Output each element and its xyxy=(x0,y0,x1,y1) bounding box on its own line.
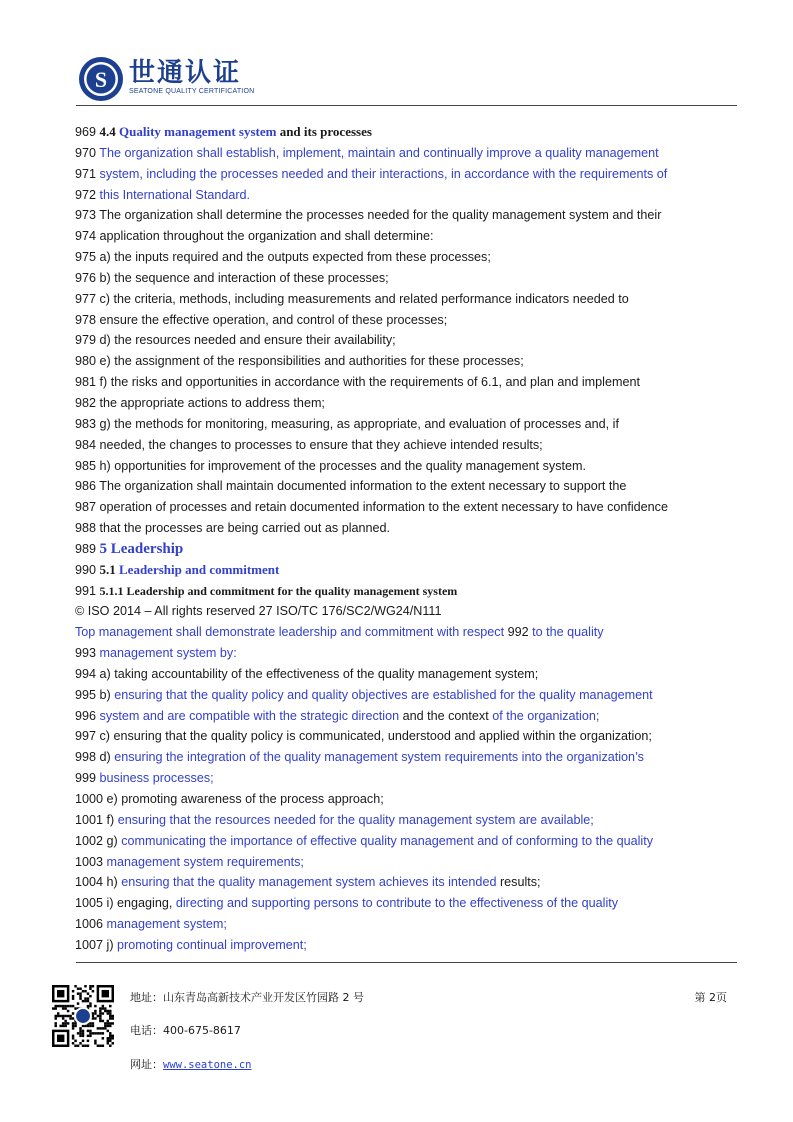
text-segment: communicating the importance of effective quality management and of conforming to the quality xyxy=(121,833,654,848)
text-segment: 1005 i) engaging, xyxy=(75,896,176,911)
text-line xyxy=(75,789,715,810)
text-line xyxy=(75,685,715,706)
text-segment: 986 The organization shall maintain documented information to the extent necessary to support the xyxy=(75,479,627,494)
text-line xyxy=(75,351,715,372)
text-segment: ensuring the integration of the quality management system requirements into the organization’s xyxy=(114,750,644,765)
text-segment: 972 xyxy=(75,187,100,202)
text-segment: Top management shall demonstrate leadership and commitment with respect xyxy=(75,625,508,640)
document-body xyxy=(75,122,715,956)
text-segment: 976 b) the sequence and interaction of these processes; xyxy=(75,270,389,285)
text-segment: 4.4 xyxy=(99,124,120,139)
text-segment: © ISO 2014 – All rights reserved 27 ISO/TC 176/SC2/WG24/N111 xyxy=(75,604,442,619)
text-line xyxy=(75,622,715,643)
text-line xyxy=(75,706,715,727)
text-segment: 977 c) the criteria, methods, including measurements and related performance indicators needed to xyxy=(75,291,629,306)
header-divider xyxy=(76,105,737,106)
footer-divider xyxy=(76,962,737,963)
text-line xyxy=(75,726,715,747)
text-segment: 993 xyxy=(75,646,100,661)
text-line xyxy=(75,539,715,560)
text-segment: 998 d) xyxy=(75,750,115,765)
text-segment: 991 xyxy=(75,583,100,598)
text-line xyxy=(75,643,715,664)
text-segment: 988 that the processes are being carried out as planned. xyxy=(75,521,391,536)
footer-address: 地址：山东青岛高新技术产业开发区竹园路 2 号 xyxy=(130,991,364,1004)
text-segment: to the quality xyxy=(532,625,604,640)
text-segment: 1004 h) xyxy=(75,875,122,890)
text-segment: 971 xyxy=(75,166,100,181)
text-line xyxy=(75,560,715,581)
text-segment: of the organization; xyxy=(492,708,600,723)
page-header xyxy=(76,54,736,104)
text-line xyxy=(75,518,715,539)
text-segment: 978 ensure the effective operation, and control of these processes; xyxy=(75,312,448,327)
text-line xyxy=(75,852,715,873)
text-line xyxy=(75,497,715,518)
text-segment: The organization shall establish, implement, maintain and continually improve a quality management xyxy=(99,145,659,160)
logo-chinese-name: 世通认证 xyxy=(129,58,242,88)
text-segment: 975 a) the inputs required and the outputs expected from these processes; xyxy=(75,250,491,265)
text-segment: this International Standard. xyxy=(99,187,251,202)
footer-website-label: 网址： xyxy=(130,1058,163,1071)
text-segment: 992 xyxy=(507,625,533,640)
text-segment: 5 Leadership xyxy=(99,540,184,557)
text-segment: Quality management system xyxy=(119,124,277,139)
text-segment: 995 b) xyxy=(75,687,115,702)
text-segment: 982 the appropriate actions to address them; xyxy=(75,395,325,410)
text-segment: 1000 e) promoting awareness of the process approach; xyxy=(75,792,384,806)
text-segment: 996 xyxy=(75,708,100,723)
text-line xyxy=(75,935,715,956)
text-segment: 981 f) the risks and opportunities in accordance with the requirements of 6.1, and plan and implement xyxy=(75,375,640,390)
text-line xyxy=(75,372,715,393)
text-line xyxy=(75,393,715,414)
text-segment: and the context xyxy=(399,708,493,723)
text-segment: 994 a) taking accountability of the effectiveness of the quality management system; xyxy=(75,666,539,681)
text-line xyxy=(75,872,715,893)
text-segment: 974 application throughout the organization and shall determine: xyxy=(75,229,434,244)
text-segment: 989 xyxy=(75,541,100,556)
text-segment: 970 xyxy=(75,145,100,160)
footer-phone: 电话：400-675-8617 xyxy=(130,1024,241,1037)
text-segment: system, including the processes needed and their interactions, in accordance with the requirements of xyxy=(99,166,668,181)
text-segment: management system; xyxy=(106,917,227,932)
text-line xyxy=(75,581,715,602)
footer-website xyxy=(130,1056,252,1072)
logo-english-name: SEATONE QUALITY CERTIFICATION xyxy=(129,88,255,95)
qr-code-icon xyxy=(52,985,114,1047)
text-line xyxy=(75,143,715,164)
text-segment: directing and supporting persons to contribute to the effectiveness of the quality xyxy=(175,896,619,911)
text-line xyxy=(75,601,715,622)
text-segment: ensuring that the quality management system achieves its intended xyxy=(121,875,497,890)
text-line xyxy=(75,414,715,435)
text-segment: Leadership and commitment xyxy=(119,561,280,577)
text-segment: and its processes xyxy=(276,124,372,139)
text-line xyxy=(75,289,715,310)
text-line xyxy=(75,768,715,789)
page-number: 第 2页 xyxy=(694,991,727,1004)
text-segment: 979 d) the resources needed and ensure their availability; xyxy=(75,333,396,348)
text-line xyxy=(75,205,715,226)
text-line xyxy=(75,664,715,685)
text-line xyxy=(75,330,715,351)
text-segment: 973 The organization shall determine the processes needed for the quality management system and their xyxy=(75,208,662,223)
text-segment: business processes; xyxy=(99,771,214,786)
text-line xyxy=(75,185,715,206)
text-segment: 997 c) ensuring that the quality policy is communicated, understood and applied within the organization; xyxy=(75,729,652,744)
seatone-logo-icon xyxy=(78,56,124,102)
text-line xyxy=(75,164,715,185)
text-segment: 999 xyxy=(75,771,100,786)
text-line xyxy=(75,831,715,852)
text-segment: ensuring that the quality policy and quality objectives are established for the quality management xyxy=(114,687,653,702)
text-line xyxy=(75,456,715,477)
text-line xyxy=(75,310,715,331)
text-segment: 990 xyxy=(75,562,100,577)
text-segment: 1007 j) xyxy=(75,937,118,952)
text-line xyxy=(75,810,715,831)
text-segment: 5.1.1 Leadership and commitment for the quality management system xyxy=(99,583,458,598)
text-segment: management system by: xyxy=(99,646,237,661)
text-segment: 983 g) the methods for monitoring, measuring, as appropriate, and evaluation of processes and, if xyxy=(75,416,619,431)
text-segment: 984 needed, the changes to processes to ensure that they achieve intended results; xyxy=(75,437,543,452)
text-line xyxy=(75,893,715,914)
text-segment: 1001 f) xyxy=(75,812,118,827)
footer-website-link[interactable]: www.seatone.cn xyxy=(163,1059,252,1071)
text-line xyxy=(75,247,715,268)
text-line xyxy=(75,122,715,143)
logo-letter: S xyxy=(94,67,108,92)
text-segment: 1002 g) xyxy=(75,833,122,848)
text-segment: management system requirements; xyxy=(106,854,304,869)
text-line xyxy=(75,435,715,456)
text-line xyxy=(75,268,715,289)
text-segment: 969 xyxy=(75,125,100,139)
text-segment: results; xyxy=(496,875,541,890)
text-segment: 987 operation of processes and retain documented information to the extent necessary to have confidence xyxy=(75,500,668,515)
text-segment: 1003 xyxy=(75,854,107,869)
text-line xyxy=(75,226,715,247)
text-segment: 1006 xyxy=(75,917,107,932)
text-segment: 985 h) opportunities for improvement of the processes and the quality management system. xyxy=(75,458,587,473)
text-line xyxy=(75,476,715,497)
text-line xyxy=(75,914,715,935)
text-segment: promoting continual improvement; xyxy=(117,937,307,952)
text-segment: 980 e) the assignment of the responsibilities and authorities for these processes; xyxy=(75,354,524,369)
text-segment: ensuring that the resources needed for the quality management system are available; xyxy=(117,812,594,827)
text-line xyxy=(75,747,715,768)
text-segment: 5.1 xyxy=(99,561,120,577)
text-segment: system and are compatible with the strategic direction xyxy=(99,708,400,723)
